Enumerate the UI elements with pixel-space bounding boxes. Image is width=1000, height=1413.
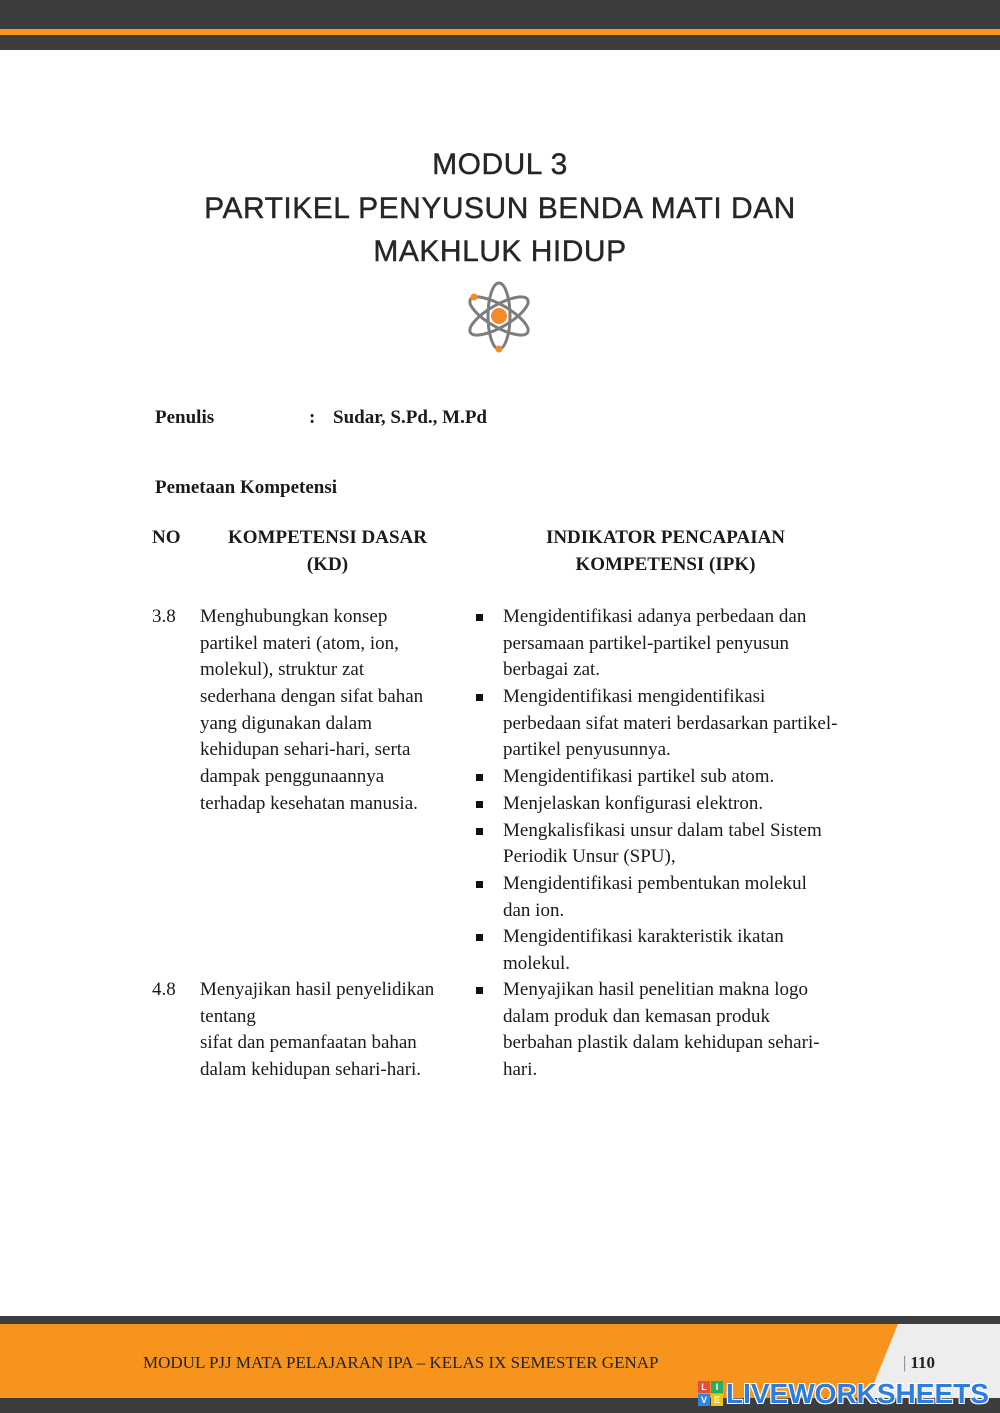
square-bullet-icon	[476, 987, 483, 994]
kd-line: dampak penggunaannya	[200, 766, 385, 788]
watermark-text: LIVEWORKSHEETS	[726, 1378, 989, 1409]
kd-line: terhadap kesehatan manusia.	[200, 792, 418, 814]
header-ipk-line: KOMPETENSI (IPK)	[575, 554, 756, 575]
logo-square: L	[698, 1381, 710, 1393]
atom-nucleus	[491, 308, 507, 324]
square-bullet-icon	[476, 614, 483, 621]
author-label: Penulis	[155, 407, 215, 428]
page-number-separator: |	[903, 1353, 907, 1372]
ipk-list-item	[476, 871, 837, 924]
header-orange-stripe	[0, 29, 1000, 35]
section-title: Pemetaan Kompetensi	[155, 477, 338, 498]
header-kd	[200, 524, 455, 578]
module-number-title: MODUL 3	[432, 148, 568, 181]
ipk-list-item	[476, 791, 837, 818]
header-band	[0, 0, 1000, 50]
ipk-line: Periodik Unsur (SPU),	[503, 846, 676, 868]
header-kd-line: (KD)	[306, 554, 349, 575]
electron-dot	[471, 294, 478, 301]
row-number: 4.8	[152, 979, 176, 1000]
ipk-list-item	[476, 684, 837, 764]
ipk-cell	[476, 977, 820, 1084]
ipk-line: Mengidentifikasi karakteristik ikatan	[503, 926, 784, 948]
author-separator: :	[309, 407, 316, 428]
logo-square: I	[711, 1381, 723, 1393]
author-name: Sudar, S.Pd., M.Pd	[333, 407, 487, 428]
logo-square: V	[698, 1394, 710, 1406]
ipk-list-item	[476, 604, 837, 684]
ipk-line: Mengidentifikasi partikel sub atom.	[503, 766, 775, 788]
ipk-line: Mengidentifikasi pembentukan molekul	[503, 872, 807, 894]
kd-line: Menghubungkan konsep	[200, 606, 388, 627]
ipk-line: perbedaan sifat materi berdasarkan partikel-	[503, 712, 838, 734]
footer-module-text: MODUL PJJ MATA PELAJARAN IPA – KELAS IX SEMESTER GENAP	[143, 1353, 659, 1372]
kd-line: kehidupan sehari-hari, serta	[200, 739, 411, 761]
ipk-line: Menyajikan hasil penelitian makna logo	[503, 979, 808, 1000]
header-kd-line: KOMPETENSI DASAR	[228, 527, 427, 548]
page-number-value: 110	[910, 1353, 935, 1372]
kd-cell	[200, 977, 434, 1084]
kd-line: sederhana dengan sifat bahan	[200, 686, 424, 708]
kd-cell	[200, 604, 423, 818]
ipk-line: dan ion.	[503, 899, 565, 921]
square-bullet-icon	[476, 934, 483, 941]
header-ipk	[478, 524, 853, 578]
ipk-list-item	[476, 924, 837, 977]
logo-square: E	[711, 1394, 723, 1406]
square-bullet-icon	[476, 694, 483, 701]
ipk-line: hari.	[503, 1059, 538, 1081]
ipk-list-item	[476, 764, 837, 791]
electron-dot	[496, 346, 503, 353]
header-ipk-line: INDIKATOR PENCAPAIAN	[545, 527, 786, 548]
kd-line: molekul), struktur zat	[200, 659, 365, 681]
ipk-line: partikel penyusunnya.	[503, 739, 671, 761]
header-no: NO	[152, 527, 181, 548]
kd-line: partikel materi (atom, ion,	[200, 632, 399, 654]
square-bullet-icon	[476, 801, 483, 808]
ipk-cell	[476, 604, 837, 978]
ipk-line: molekul.	[503, 952, 571, 974]
ipk-line: berbagai zat.	[503, 659, 601, 681]
square-bullet-icon	[476, 774, 483, 781]
kd-line: tentang	[200, 1005, 256, 1027]
liveworksheets-logo-icon	[698, 1381, 723, 1406]
kd-line: Menyajikan hasil penyelidikan	[200, 979, 435, 1000]
ipk-line: berbahan plastik dalam kehidupan sehari-	[503, 1032, 820, 1054]
kd-line: sifat dan pemanfaatan bahan	[200, 1032, 417, 1054]
module-title-line-2: MAKHLUK HIDUP	[373, 235, 627, 268]
atom-icon	[461, 278, 537, 354]
ipk-line: Menjelaskan konfigurasi elektron.	[503, 792, 764, 814]
ipk-list-item	[476, 977, 820, 1084]
row-number: 3.8	[152, 606, 176, 627]
kd-line: dalam kehidupan sehari-hari.	[200, 1059, 422, 1081]
ipk-line: Mengkalisfikasi unsur dalam tabel Sistem	[503, 819, 822, 841]
kd-line: yang digunakan dalam	[200, 712, 373, 734]
ipk-line: dalam produk dan kemasan produk	[503, 1005, 770, 1027]
ipk-line: Mengidentifikasi adanya perbedaan dan	[503, 606, 807, 627]
square-bullet-icon	[476, 828, 483, 835]
ipk-list-item	[476, 818, 837, 871]
page-number	[903, 1352, 935, 1374]
square-bullet-icon	[476, 881, 483, 888]
module-title-line-1: PARTIKEL PENYUSUN BENDA MATI DAN	[204, 192, 796, 225]
ipk-line: Mengidentifikasi mengidentifikasi	[503, 686, 766, 708]
ipk-line: persamaan partikel-partikel penyusun	[503, 632, 789, 654]
